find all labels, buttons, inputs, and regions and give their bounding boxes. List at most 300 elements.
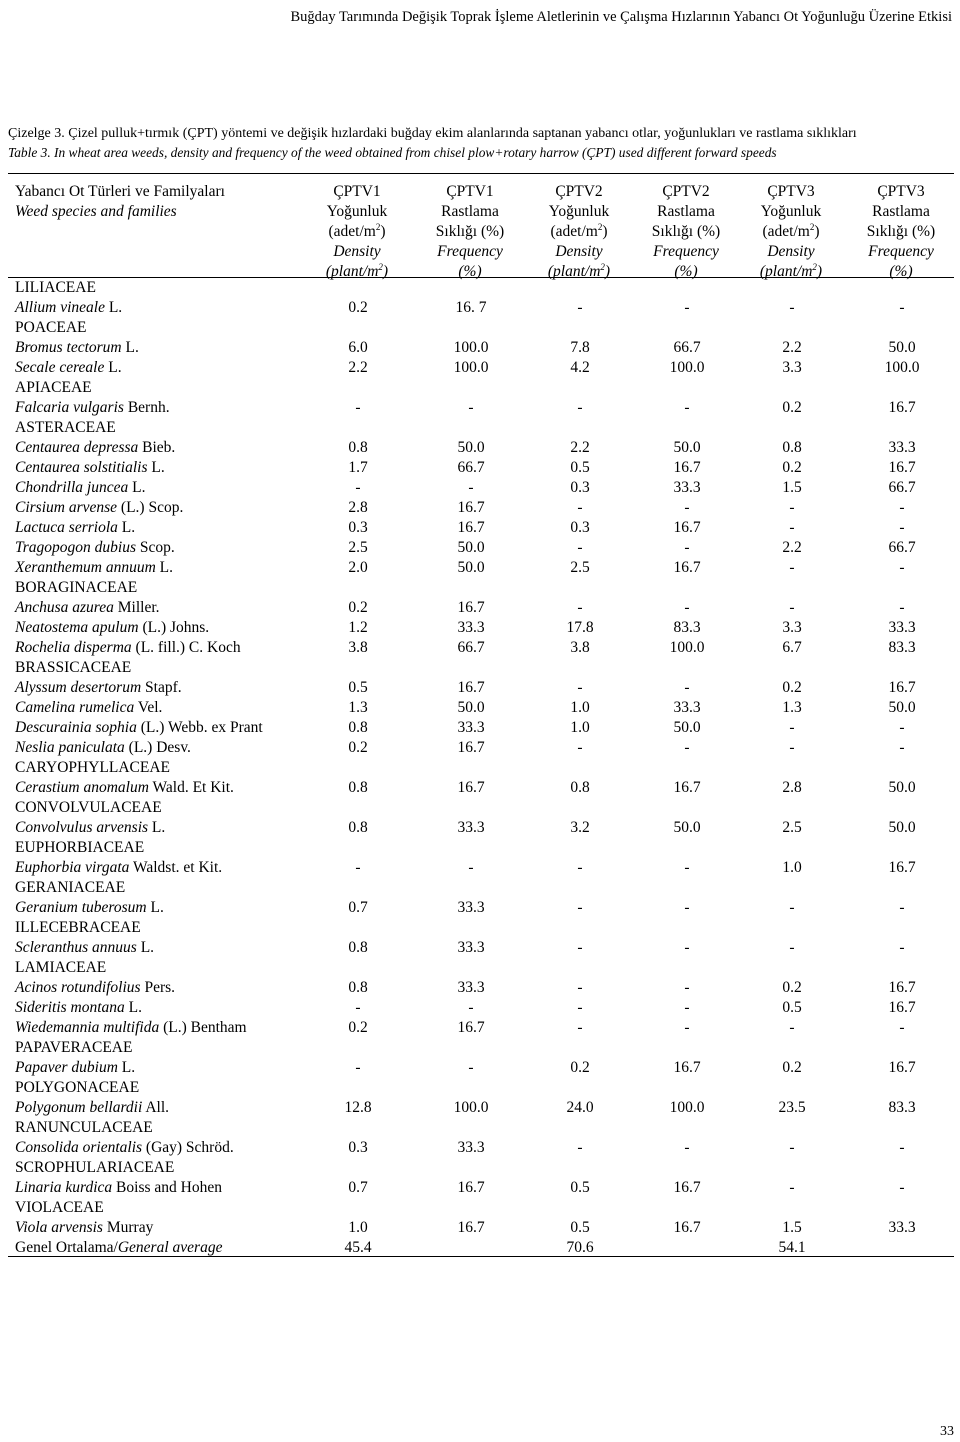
species-row [15,538,955,558]
species-row [15,458,955,478]
header-cptv1-frequency [420,182,520,282]
general-average-row [15,1238,955,1258]
species-genus: Cerastium anomalum [15,779,149,796]
value-cell: 100.0 [453,339,489,356]
header-unit-sup: 2 [809,222,815,232]
value-cell: - [355,399,361,416]
species-name [15,638,241,658]
average-label [15,1238,222,1258]
header-unit-en-close: ) [382,263,389,280]
species-name [15,478,145,498]
value-cell: - [789,559,795,576]
species-genus: Allium vineale [15,299,105,316]
species-name [15,398,170,418]
family-row [15,378,955,398]
value-cell: 23.5 [778,1099,806,1116]
value-cell: 0.2 [348,739,368,756]
value-cell: 0.5 [570,1219,590,1236]
species-genus: Centaurea depressa [15,439,139,456]
value-cell: - [577,1139,583,1156]
value-cell: 33.3 [457,619,485,636]
value-cell: 50.0 [457,559,485,576]
value-cell: 16.7 [457,599,485,616]
value-cell: 2.2 [348,359,368,376]
species-row [15,1098,955,1118]
species-author: L. [146,899,164,916]
value-cell: - [684,399,690,416]
species-genus: Viola arvensis [15,1219,103,1236]
header-cptv1-density [307,182,407,282]
species-genus: Bromus tectorum [15,339,122,356]
value-cell: - [355,859,361,876]
value-cell: 0.2 [348,299,368,316]
species-row [15,598,955,618]
header-unit-en-text: (plant/m [759,263,813,280]
species-genus: Scleranthus annuus [15,939,137,956]
value-cell: - [789,599,795,616]
value-cell: 16.7 [673,1179,701,1196]
family-name: LILIACEAE [15,279,96,296]
species-genus: Neslia paniculata [15,739,125,756]
value-cell: 16.7 [673,519,701,536]
species-author: Bieb. [138,439,176,456]
family-name: BORAGINACEAE [15,579,138,596]
value-cell: - [899,719,905,736]
family-name: RANUNCULACEAE [15,1119,153,1136]
header-unit-close: ) [380,223,386,240]
species-author: (L.) Scop. [117,499,184,516]
value-cell: 16.7 [457,739,485,756]
header-unit-text: (adet/m [762,223,810,240]
value-cell: - [577,999,583,1016]
value-cell: - [789,519,795,536]
value-cell: 33.3 [457,899,485,916]
species-row [15,718,955,738]
species-author: Pers. [140,979,176,996]
species-name [15,618,209,638]
value-cell: 16. 7 [455,299,487,316]
species-genus: Lactuca serriola [15,519,118,536]
value-cell: - [468,859,474,876]
species-row [15,358,955,378]
value-cell: 2.2 [782,539,802,556]
species-author: L. [155,559,173,576]
value-cell: - [899,499,905,516]
species-author: Scop. [136,539,175,556]
family-row [15,1198,955,1218]
header-unit-close: ) [602,223,608,240]
family-row [15,1038,955,1058]
value-cell: 2.8 [782,779,802,796]
header-measure-tr: Yoğunluk [760,203,822,220]
species-row [15,818,955,838]
species-row [15,1178,955,1198]
average-value: 70.6 [566,1239,594,1256]
species-author: L. [117,1059,136,1076]
species-name [15,1018,247,1038]
value-cell: 0.2 [782,459,802,476]
value-cell: 33.3 [888,1219,916,1236]
family-name: ILLECEBRACEAE [15,919,141,936]
species-name [15,1058,135,1078]
value-cell: 0.2 [782,979,802,996]
header-unit-en: (%) [458,263,482,280]
value-cell: 50.0 [673,719,701,736]
family-name: GERANIACEAE [15,879,126,896]
value-cell: 3.8 [348,639,368,656]
header-unit-tr [307,222,407,242]
value-cell: 0.8 [782,439,802,456]
species-author: L. [124,999,143,1016]
value-cell: 16.7 [457,1219,485,1236]
family-name: BRASSICACEAE [15,659,132,676]
value-cell: 33.3 [673,699,701,716]
header-unit-en-sup: 2 [812,262,817,272]
value-cell: 16.7 [888,1059,916,1076]
value-cell: 6.7 [782,639,802,656]
header-unit-sup: 2 [597,222,603,232]
species-name [15,698,162,718]
value-cell: 100.0 [669,1099,705,1116]
value-cell: - [789,299,795,316]
species-genus: Wiedemannia multifida [15,1019,160,1036]
value-cell: 2.2 [570,439,590,456]
species-name [15,858,222,878]
header-unit-tr [741,222,841,242]
header-unit-en-sup: 2 [600,262,605,272]
value-cell: - [684,499,690,516]
value-cell: - [684,999,690,1016]
value-cell: 16.7 [457,679,485,696]
value-cell: - [899,899,905,916]
species-genus: Falcaria vulgaris [15,399,124,416]
value-cell: 0.8 [348,439,368,456]
family-name: APIACEAE [15,379,92,396]
header-unit-en-text: (plant/m [325,263,379,280]
header-measure-en: Frequency [653,243,719,260]
value-cell: 2.5 [348,539,368,556]
value-cell: - [468,1059,474,1076]
species-genus: Camelina rumelica [15,699,135,716]
value-cell: 50.0 [888,339,916,356]
header-measure-tr: Yoğunluk [548,203,610,220]
value-cell: 2.0 [348,559,368,576]
average-value: 45.4 [344,1239,372,1256]
family-name: EUPHORBIACEAE [15,839,145,856]
family-name: ASTERACEAE [15,419,116,436]
species-name [15,718,263,738]
value-cell: - [899,1179,905,1196]
value-cell: 0.8 [570,779,590,796]
species-author: (L.) Bentham [159,1019,247,1036]
value-cell: 0.2 [782,679,802,696]
species-name [15,298,122,318]
species-name [15,978,175,998]
value-cell: 83.3 [888,639,916,656]
value-cell: 0.3 [348,1139,368,1156]
value-cell: 2.5 [782,819,802,836]
species-genus: Xeranthemum annuum [15,559,156,576]
header-unit-en-text: (plant/m [547,263,601,280]
species-name [15,898,164,918]
species-name [15,458,165,478]
family-name: CONVOLVULACEAE [15,799,162,816]
value-cell: - [899,739,905,756]
species-genus: Acinos rotundifolius [15,979,141,996]
average-label-tr: Genel Ortalama/ [15,1239,118,1256]
value-cell: 50.0 [457,699,485,716]
header-treatment: ÇPTV3 [767,183,815,200]
species-name [15,438,175,458]
value-cell: 2.5 [570,559,590,576]
header-treatment: ÇPTV1 [446,183,494,200]
value-cell: 0.5 [782,999,802,1016]
species-row [15,1218,955,1238]
species-author: Vel. [134,699,163,716]
value-cell: 16.7 [673,459,701,476]
species-genus: Geranium tuberosum [15,899,147,916]
value-cell: 16.7 [457,519,485,536]
species-name [15,558,173,578]
family-name: SCROPHULARIACEAE [15,1159,175,1176]
header-label-tr: Yabancı Ot Türleri ve Familyaları [15,183,225,200]
family-row [15,918,955,938]
family-row [15,958,955,978]
species-genus: Chondrilla juncea [15,479,129,496]
value-cell: 16.7 [888,999,916,1016]
value-cell: - [684,1019,690,1036]
family-row [15,1118,955,1138]
value-cell: - [468,399,474,416]
header-unit-text: (adet/m [550,223,598,240]
value-cell: - [684,1139,690,1156]
value-cell: 33.3 [457,819,485,836]
value-cell: 33.3 [673,479,701,496]
species-author: (L.) Desv. [124,739,191,756]
header-unit-sup: 2 [375,222,381,232]
header-label-en: Weed species and families [15,203,177,220]
species-name [15,1178,222,1198]
value-cell: 16.7 [673,559,701,576]
value-cell: 83.3 [673,619,701,636]
species-row [15,698,955,718]
header-measure-tr: Rastlama [872,203,930,220]
value-cell: - [789,939,795,956]
value-cell: 0.3 [348,519,368,536]
species-author: Wald. Et Kit. [148,779,234,796]
page-number: 33 [940,1424,954,1439]
header-unit-tr [529,222,629,242]
species-row [15,858,955,878]
value-cell: - [577,859,583,876]
species-row [15,898,955,918]
value-cell: - [355,479,361,496]
value-cell: - [577,679,583,696]
value-cell: 7.8 [570,339,590,356]
family-row [15,278,955,298]
species-genus: Linaria kurdica [15,1179,113,1196]
family-name: CARYOPHYLLACEAE [15,759,171,776]
value-cell: 0.2 [348,599,368,616]
average-value: 54.1 [778,1239,806,1256]
family-row [15,1158,955,1178]
value-cell: 100.0 [453,1099,489,1116]
species-row [15,978,955,998]
species-genus: Tragopogon dubius [15,539,137,556]
value-cell: 16.7 [888,459,916,476]
value-cell: 33.3 [457,979,485,996]
header-measure-en: Density [333,243,381,260]
value-cell: 16.7 [888,859,916,876]
species-genus: Euphorbia virgata [15,859,130,876]
value-cell: - [684,299,690,316]
header-unit-en-sup: 2 [378,262,383,272]
running-head: Buğday Tarımında Değişik Toprak İşleme Aletlerinin ve Çalışma Hızlarının Yabancı Ot Yoğunluğu Üzerine Etkisi [290,9,952,25]
family-name: VIOLACEAE [15,1199,104,1216]
value-cell: 0.8 [348,719,368,736]
species-row [15,638,955,658]
value-cell: 16.7 [888,399,916,416]
header-treatment: ÇPTV2 [662,183,710,200]
species-author: L. [128,479,146,496]
species-name [15,518,135,538]
species-genus: Neatostema apulum [15,619,139,636]
value-cell: - [899,299,905,316]
value-cell: 1.0 [348,1219,368,1236]
species-row [15,998,955,1018]
value-cell: 0.8 [348,939,368,956]
species-genus: Descurainia sophia [15,719,137,736]
header-species-column [15,182,295,222]
species-author: L. [117,519,136,536]
value-cell: - [577,399,583,416]
species-name [15,1138,234,1158]
species-name [15,1098,169,1118]
species-genus: Polygonum bellardii [15,1099,143,1116]
species-row [15,1018,955,1038]
value-cell: - [899,519,905,536]
value-cell: - [684,679,690,696]
value-cell: 1.7 [348,459,368,476]
value-cell: - [577,1019,583,1036]
value-cell: 0.8 [348,779,368,796]
species-genus: Alyssum desertorum [15,679,142,696]
value-cell: - [789,1019,795,1036]
species-genus: Consolida orientalis [15,1139,143,1156]
value-cell: 66.7 [457,639,485,656]
header-cptv3-density [741,182,841,282]
species-row [15,738,955,758]
value-cell: 66.7 [673,339,701,356]
value-cell: - [577,739,583,756]
species-author: Murray [102,1219,154,1236]
value-cell: 50.0 [673,819,701,836]
header-treatment: ÇPTV3 [877,183,925,200]
value-cell: - [684,599,690,616]
value-cell: 50.0 [457,439,485,456]
value-cell: 1.3 [782,699,802,716]
value-cell: 3.2 [570,819,590,836]
value-cell: 16.7 [457,499,485,516]
header-cptv3-frequency [851,182,951,282]
value-cell: - [577,539,583,556]
value-cell: 33.3 [457,719,485,736]
family-name: POLYGONACEAE [15,1079,140,1096]
value-cell: - [684,859,690,876]
value-cell: - [468,999,474,1016]
family-name: LAMIACEAE [15,959,107,976]
value-cell: - [899,559,905,576]
species-row [15,518,955,538]
value-cell: 16.7 [457,1179,485,1196]
species-author: All. [142,1099,169,1116]
value-cell: - [789,1179,795,1196]
species-row [15,438,955,458]
value-cell: - [684,899,690,916]
family-row [15,798,955,818]
species-row [15,478,955,498]
species-name [15,678,182,698]
value-cell: 2.2 [782,339,802,356]
value-cell: 66.7 [457,459,485,476]
value-cell: - [355,1059,361,1076]
table-top-rule [8,173,954,174]
value-cell: 100.0 [669,359,705,376]
species-name [15,338,139,358]
value-cell: 3.3 [782,359,802,376]
species-author: L. [148,819,166,836]
species-author: Miller. [113,599,160,616]
value-cell: - [789,1139,795,1156]
value-cell: 0.2 [782,399,802,416]
value-cell: 1.0 [570,699,590,716]
species-author: L. [121,339,139,356]
value-cell: 0.5 [348,679,368,696]
species-author: (L. fill.) C. Koch [131,639,241,656]
value-cell: 3.8 [570,639,590,656]
value-cell: - [899,1019,905,1036]
species-name [15,938,154,958]
value-cell: - [899,1139,905,1156]
value-cell: - [684,939,690,956]
value-cell: 33.3 [457,1139,485,1156]
value-cell: 50.0 [457,539,485,556]
species-genus: Secale cereale [15,359,105,376]
value-cell: 12.8 [344,1099,372,1116]
value-cell: 0.5 [570,1179,590,1196]
value-cell: - [684,979,690,996]
value-cell: - [577,499,583,516]
header-unit-text: (adet/m [328,223,376,240]
value-cell: 0.7 [348,899,368,916]
value-cell: 1.5 [782,1219,802,1236]
species-name [15,998,142,1018]
value-cell: 83.3 [888,1099,916,1116]
species-author: Boiss and Hohen [112,1179,222,1196]
species-genus: Convolvulus arvensis [15,819,149,836]
species-name [15,538,175,558]
value-cell: - [468,479,474,496]
value-cell: 100.0 [669,639,705,656]
value-cell: 66.7 [888,479,916,496]
species-author: L. [104,299,123,316]
species-author: (L.) Johns. [138,619,210,636]
family-row [15,1078,955,1098]
species-author: (L.) Webb. ex Prant [136,719,263,736]
value-cell: 1.5 [782,479,802,496]
species-genus: Centaurea solstitialis [15,459,148,476]
species-author: L. [147,459,165,476]
